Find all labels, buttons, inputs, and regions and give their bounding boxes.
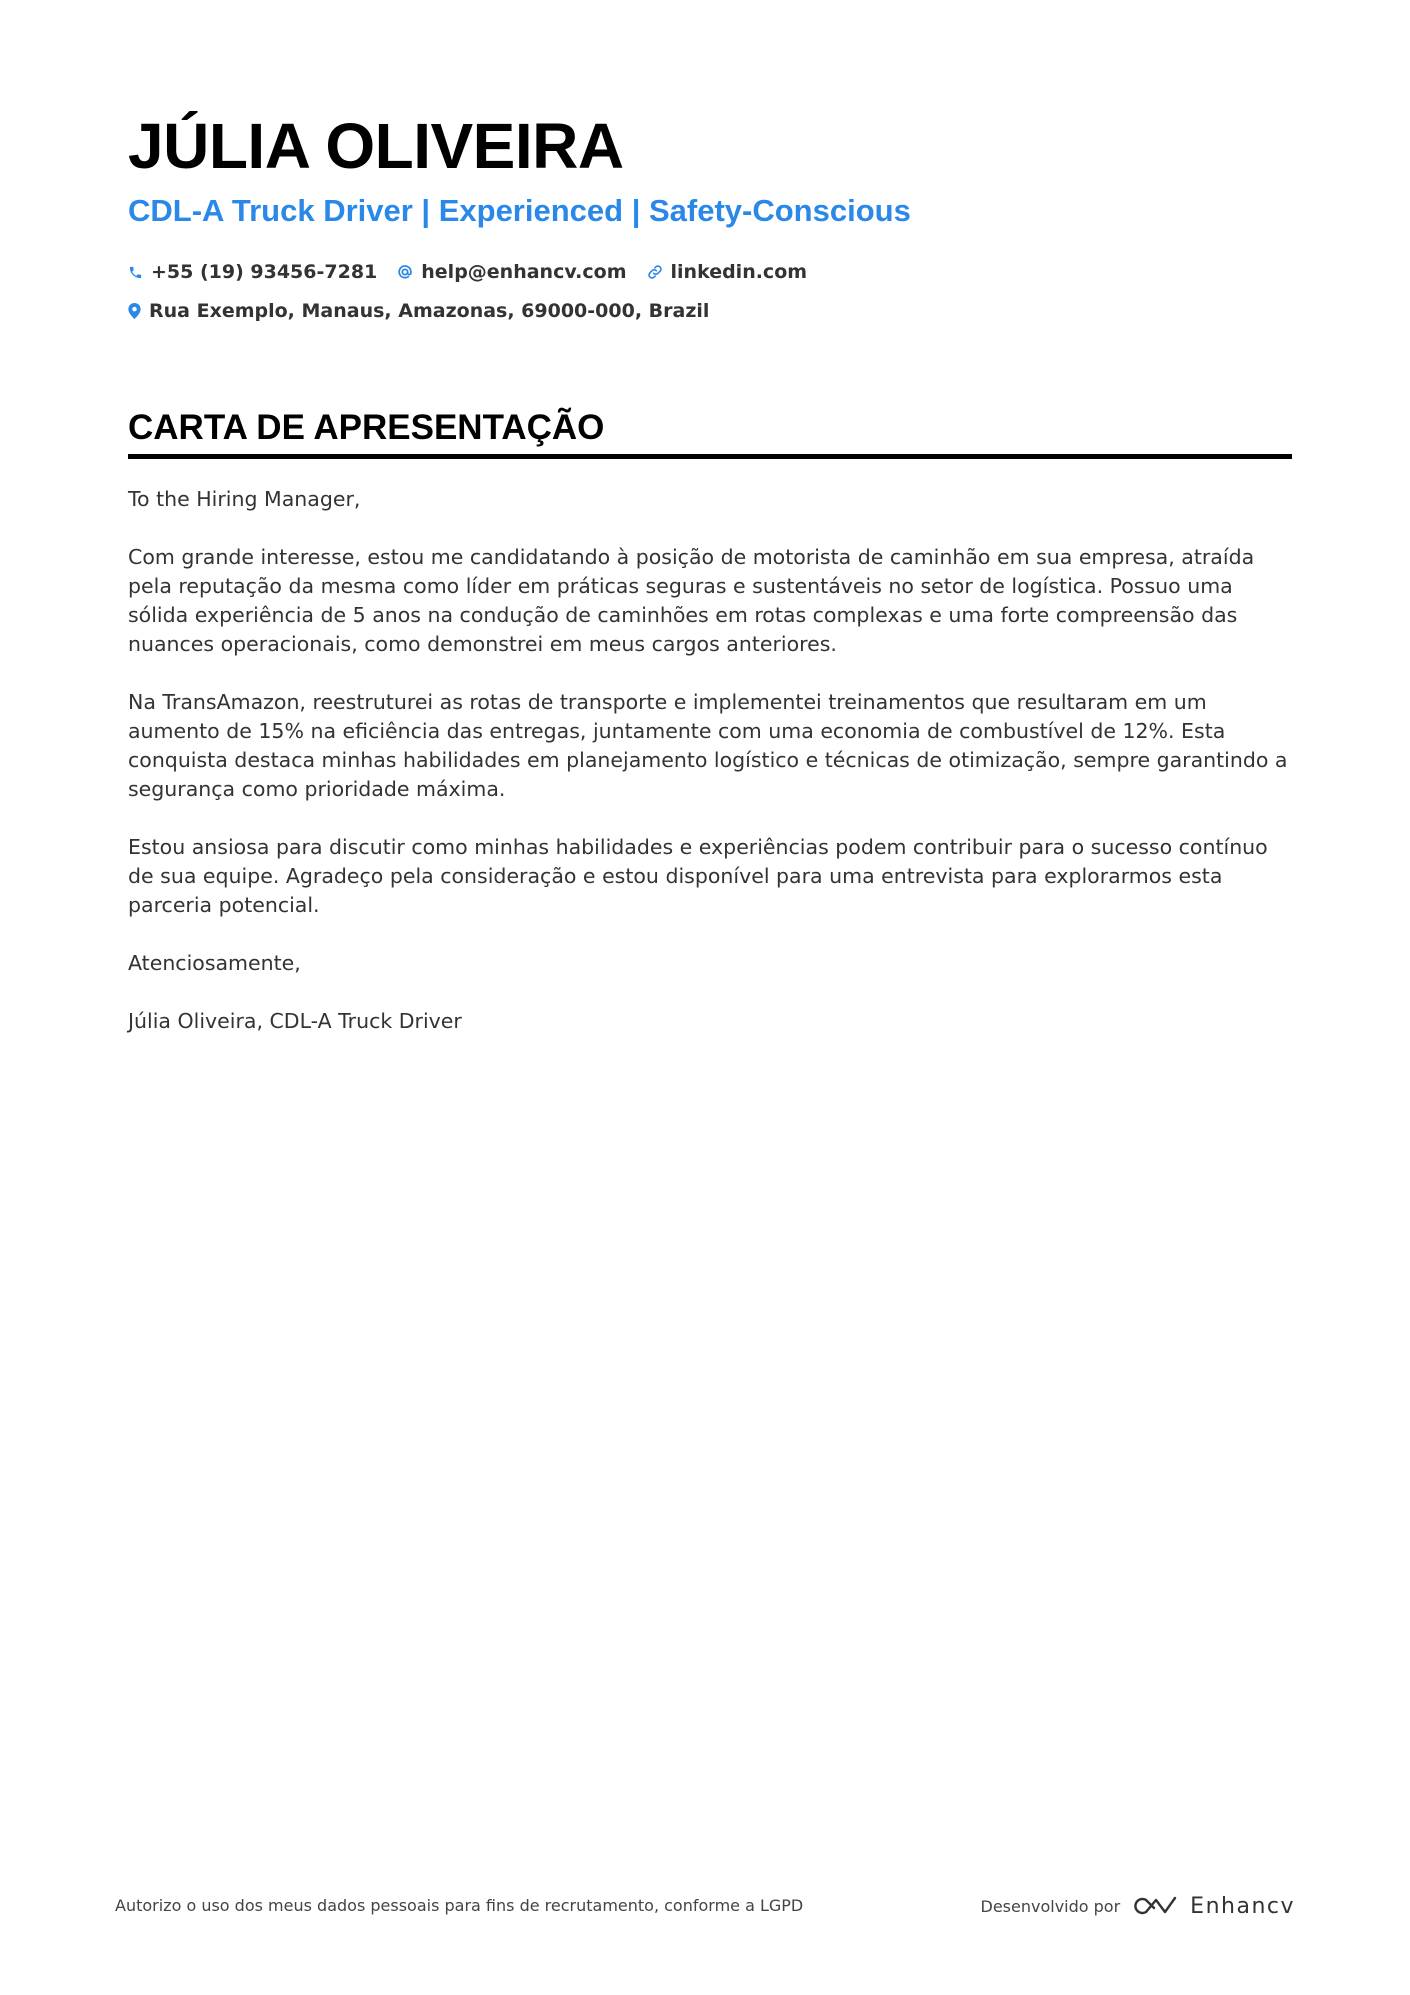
cover-letter-section	[128, 404, 1292, 1065]
candidate-name: JÚLIA OLIVEIRA	[128, 110, 624, 182]
letter-paragraph: Estou ansiosa para discutir como minhas habilidades e experiências podem contribuir para o sucesso contínuo de sua equipe. Agradeço pela consideração e estou disponível para uma entrevista para explorarmos esta parceria potencial.	[128, 835, 1268, 917]
letter-paragraph: Na TransAmazon, reestruturei as rotas de transporte e implementei treinamentos que resultaram em um aumento de 15% na eficiência das entregas, juntamente com uma economia de combustível de 12%. Esta conquista destaca minhas habilidades em planejamento logístico e técnicas de otimização, sempre garantindo a segurança como prioridade máxima.	[128, 690, 1288, 801]
letter-greeting: To the Hiring Manager,	[128, 487, 361, 511]
at-icon	[397, 264, 413, 280]
section-divider	[128, 454, 1292, 459]
phone-number: +55 (19) 93456-7281	[151, 261, 378, 283]
location-pin-icon	[128, 303, 141, 319]
letter-signature: Júlia Oliveira, CDL-A Truck Driver	[128, 1009, 462, 1033]
contact-linkedin	[647, 261, 808, 283]
contact-phone	[128, 261, 377, 283]
linkedin-link[interactable]: linkedin.com	[670, 261, 808, 283]
brand-name: Enhancv	[1190, 1893, 1295, 1919]
section-title: CARTA DE APRESENTAÇÃO	[128, 408, 605, 447]
contact-address	[128, 300, 709, 322]
phone-icon	[128, 265, 143, 280]
candidate-headline: CDL-A Truck Driver | Experienced | Safety-Conscious	[128, 193, 911, 228]
contact-row-primary	[128, 258, 1292, 286]
contact-email	[397, 261, 626, 283]
contact-info	[128, 258, 1292, 325]
letter-closing: Atenciosamente,	[128, 951, 301, 975]
contact-row-secondary	[128, 297, 1292, 325]
letter-paragraph: Com grande interesse, estou me candidatando à posição de motorista de caminhão em sua empresa, atraída pela reputação da mesma como líder em práticas seguras e sustentáveis no setor de logística. Possuo uma sólida experiência de 5 anos na condução de caminhões em rotas complexas e uma forte compreensão das nuances operacionais, como demonstrei em meus cargos anteriores.	[128, 545, 1255, 656]
enhancv-logo-icon	[1132, 1893, 1178, 1919]
header	[128, 104, 1292, 336]
letter-body	[128, 485, 1292, 1036]
powered-by[interactable]	[981, 1888, 1295, 1924]
email-address[interactable]: help@enhancv.com	[421, 261, 627, 283]
brand-logo	[1132, 1893, 1295, 1919]
link-icon	[647, 264, 663, 280]
powered-by-label: Desenvolvido por	[980, 1896, 1121, 1916]
lgpd-consent: Autorizo o uso dos meus dados pessoais para fins de recrutamento, conforme a LGPD	[115, 1896, 804, 1915]
footer	[115, 1888, 1295, 1928]
address-text: Rua Exemplo, Manaus, Amazonas, 69000-000, Brazil	[149, 300, 710, 322]
